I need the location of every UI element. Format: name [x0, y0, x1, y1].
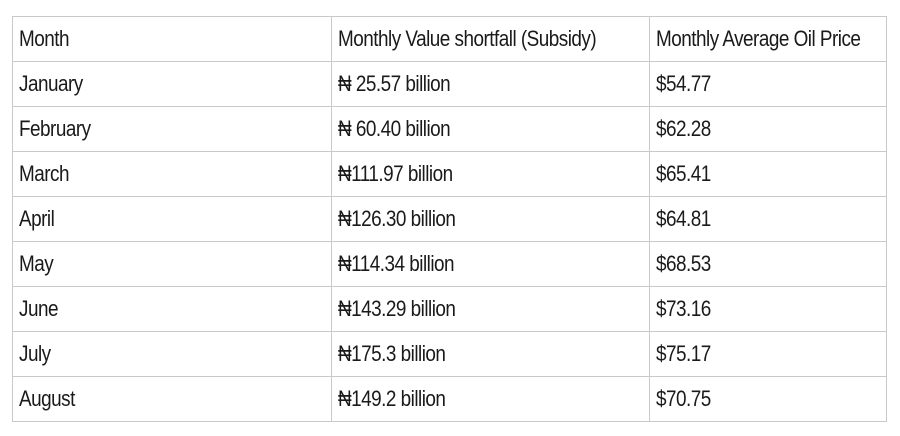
- cell-month: February: [13, 107, 332, 152]
- cell-month: April: [13, 197, 332, 242]
- subsidy-oil-price-table: [12, 16, 887, 422]
- cell-shortfall: ₦175.3 billion: [332, 332, 650, 377]
- header-value-shortfall: Monthly Value shortfall (Subsidy): [332, 17, 650, 62]
- cell-month: January: [13, 62, 332, 107]
- table-row: [13, 377, 887, 422]
- cell-month: May: [13, 242, 332, 287]
- cell-shortfall: ₦143.29 billion: [332, 287, 650, 332]
- cell-oil-price: $64.81: [650, 197, 887, 242]
- cell-oil-price: $65.41: [650, 152, 887, 197]
- cell-month: March: [13, 152, 332, 197]
- table-row: [13, 242, 887, 287]
- subsidy-table-container: [12, 16, 886, 422]
- cell-oil-price: $54.77: [650, 62, 887, 107]
- table-row: [13, 152, 887, 197]
- cell-oil-price: $73.16: [650, 287, 887, 332]
- cell-oil-price: $68.53: [650, 242, 887, 287]
- table-header-row: [13, 17, 887, 62]
- cell-month: August: [13, 377, 332, 422]
- cell-shortfall: ₦ 25.57 billion: [332, 62, 650, 107]
- table-row: [13, 287, 887, 332]
- table-row: [13, 107, 887, 152]
- header-average-oil-price: Monthly Average Oil Price: [650, 17, 887, 62]
- cell-shortfall: ₦114.34 billion: [332, 242, 650, 287]
- cell-month: July: [13, 332, 332, 377]
- table-row: [13, 332, 887, 377]
- table-row: [13, 197, 887, 242]
- cell-shortfall: ₦111.97 billion: [332, 152, 650, 197]
- cell-shortfall: ₦149.2 billion: [332, 377, 650, 422]
- cell-oil-price: $62.28: [650, 107, 887, 152]
- cell-month: June: [13, 287, 332, 332]
- header-month: Month: [13, 17, 332, 62]
- cell-shortfall: ₦ 60.40 billion: [332, 107, 650, 152]
- cell-oil-price: $75.17: [650, 332, 887, 377]
- cell-oil-price: $70.75: [650, 377, 887, 422]
- table-row: [13, 62, 887, 107]
- cell-shortfall: ₦126.30 billion: [332, 197, 650, 242]
